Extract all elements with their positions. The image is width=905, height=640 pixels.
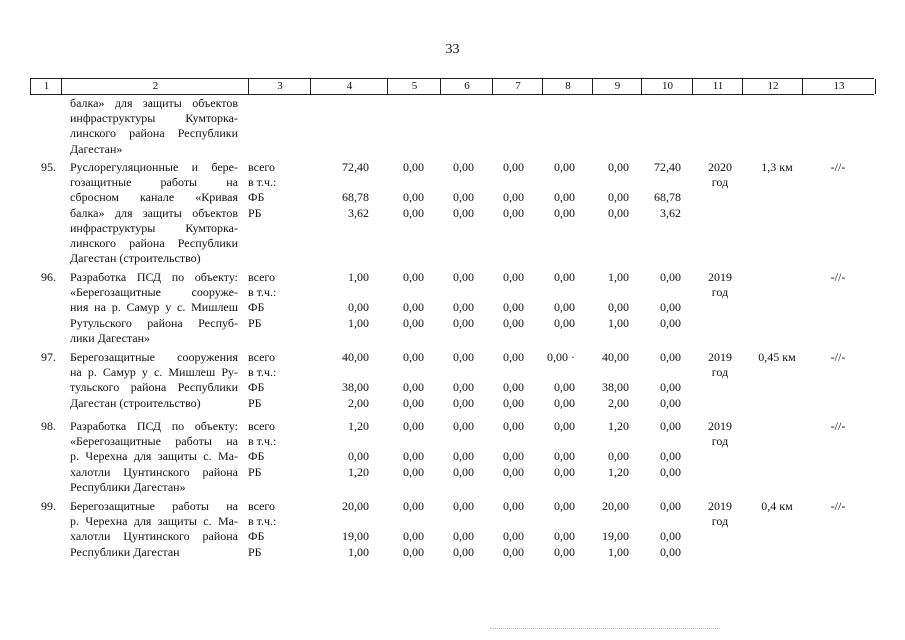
value-cell: 1,00 [348,270,369,284]
value-cell: 0,00 [503,350,524,364]
funding-source: всего [248,270,276,284]
value-cell: 20,00 [342,499,369,513]
value-cell: 0,00 [453,300,474,315]
header-col-6: 6 [440,79,493,94]
year-cell: 2020 [708,160,732,174]
funding-source: ФБ [248,300,265,315]
value-cell: 0,00 [554,300,575,315]
funding-source: всего [248,350,276,364]
value-cell: 0,00 [554,529,575,544]
note-cell: -//- [830,270,846,284]
value-cell: 0,00 [554,395,575,410]
description-line: халотли Цунтинского района [70,529,238,544]
year-cell: год [711,175,729,190]
description-line: «Берегозащитные работы на [70,434,238,449]
funding-source: всего [248,499,276,513]
value-cell: 0,00 [403,350,424,364]
note-cell: -//- [830,499,846,513]
value-cell: 0,00 [554,419,575,433]
value-cell: 0,00 [453,270,474,284]
value-cell: 0,00 [660,315,681,330]
funding-source: РБ [248,464,262,479]
value-cell: 0,00 [403,419,424,433]
value-cell: 20,00 [602,499,629,513]
value-cell: 2,00 [608,395,629,410]
value-cell: 0,00 [453,350,474,364]
description-line: лики Дагестан» [70,330,151,345]
description-line: Дагестан» [70,141,123,156]
funding-source: ФБ [248,380,265,395]
value-cell: 0,00 [403,499,424,513]
row-number: 95. [41,160,56,174]
value-cell: 0,00 [453,449,474,464]
row-description [70,499,238,560]
description-line: Рутульского района Респуб- [70,315,238,330]
description-line: инфраструктуры Кумторка- [70,220,238,235]
funding-source: РБ [248,395,262,410]
value-cell: 0,00 [403,544,424,559]
value-cell: 0,00 [453,419,474,433]
funding-source: РБ [248,315,262,330]
value-cell: 0,00 [403,395,424,410]
value-cell: 0,00 [403,205,424,220]
value-cell: 0,00 [554,464,575,479]
header-col-1: 1 [30,79,62,94]
value-cell: 1,20 [608,419,629,433]
header-col-12: 12 [742,79,803,94]
description-line: на р. Самур у с. Мишлеш Ру- [70,365,238,380]
value-cell: 0,00 [554,270,575,284]
funding-source: ФБ [248,529,265,544]
value-cell: 0,00 [554,190,575,205]
value-cell: 0,00 [453,160,474,174]
value-cell: 0,00 [554,449,575,464]
funding-source: в т.ч.: [248,175,277,190]
value-cell: 0,00 [554,499,575,513]
value-cell: 0,00 [503,315,524,330]
value-cell: 1,00 [608,544,629,559]
funding-source: в т.ч.: [248,285,277,300]
description-line: инфраструктуры Кумторка- [70,111,238,126]
row-description [70,160,238,266]
value-cell: 0,00 [453,544,474,559]
value-cell: 68,78 [654,190,681,205]
description-line: Республики Дагестан» [70,479,186,494]
value-cell: 0,00 [453,205,474,220]
value-cell: 72,40 [654,160,681,174]
scan-artifact [490,628,720,631]
row-number: 97. [41,350,56,364]
value-cell: 0,00 [403,190,424,205]
description-line: балка» для защиты объектов [70,96,238,110]
value-cell: 0,00 [660,300,681,315]
value-cell: 0,00 [503,160,524,174]
value-cell: 0,00 [554,380,575,395]
description-line: сбросном канале «Кривая [70,190,238,205]
value-cell: 0,00 [660,449,681,464]
value-cell: 0,00 [660,464,681,479]
value-cell: 0,00 [453,529,474,544]
value-cell: 0,00 [554,205,575,220]
value-cell: 40,00 [602,350,629,364]
value-cell: 0,00 [503,395,524,410]
value-cell: 0,00 [403,160,424,174]
value-cell: 0,00 [503,205,524,220]
length-cell: 0,4 км [761,499,793,513]
header-col-5: 5 [387,79,441,94]
value-cell: 0,00 · [547,350,575,364]
note-cell: -//- [830,160,846,174]
funding-source: в т.ч.: [248,434,277,449]
header-col-10: 10 [641,79,693,94]
length-cell: 1,3 км [761,160,793,174]
header-col-2: 2 [61,79,249,94]
value-cell: 0,00 [503,449,524,464]
description-line: Берегозащитные работы на [70,499,238,513]
description-line: халотли Цунтинского района [70,464,238,479]
description-line: Разработка ПСД по объекту: [70,270,238,284]
page-number: 33 [445,42,460,57]
funding-source: в т.ч.: [248,514,277,529]
header-col-9: 9 [592,79,642,94]
header-col-3: 3 [248,79,311,94]
value-cell: 1,00 [608,315,629,330]
table-header [30,78,874,95]
funding-source: всего [248,160,276,174]
value-cell: 0,00 [660,419,681,433]
value-cell: 0,00 [403,464,424,479]
value-cell: 0,00 [403,449,424,464]
funding-source: РБ [248,544,262,559]
description-line: Республики Дагестан [70,544,180,559]
value-cell: 0,00 [660,499,681,513]
value-cell: 19,00 [342,529,369,544]
value-cell: 68,78 [342,190,369,205]
header-col-8: 8 [542,79,593,94]
year-cell: год [711,514,729,529]
value-cell: 0,00 [403,315,424,330]
value-cell: 0,00 [403,529,424,544]
header-col-7: 7 [492,79,543,94]
description-line: тульского района Республики [70,380,238,395]
value-cell: 0,00 [554,160,575,174]
description-line: ния на р. Самур у с. Мишлеш [70,300,238,315]
value-cell: 0,00 [660,395,681,410]
header-col-11: 11 [692,79,743,94]
value-cell: 0,00 [403,380,424,395]
value-cell: 0,00 [503,300,524,315]
value-cell: 19,00 [602,529,629,544]
value-cell: 0,00 [503,464,524,479]
row-description [70,350,238,411]
description-line: балка» для защиты объектов [70,205,238,220]
value-cell: 0,00 [503,529,524,544]
description-line: Дагестан (строительство) [70,395,201,410]
header-col-4: 4 [310,79,388,94]
value-cell: 38,00 [342,380,369,395]
value-cell: 0,00 [453,190,474,205]
year-cell: 2019 [708,499,732,513]
description-line: р. Черехна для защиты с. Ма- [70,449,238,464]
value-cell: 0,00 [503,499,524,513]
header-col-13: 13 [802,79,876,94]
row-number: 96. [41,270,56,284]
value-cell: 0,00 [608,205,629,220]
description-line: гозащитные работы на [70,175,238,190]
year-cell: год [711,434,729,449]
description-line: р. Черехна для защиты с. Ма- [70,514,238,529]
year-cell: 2019 [708,270,732,284]
value-cell: 72,40 [342,160,369,174]
row-description [70,419,238,495]
funding-source: ФБ [248,449,265,464]
row-description [70,270,238,346]
value-cell: 0,00 [608,300,629,315]
value-cell: 0,00 [608,449,629,464]
value-cell: 0,00 [453,395,474,410]
value-cell: 1,20 [348,419,369,433]
value-cell: 0,00 [403,270,424,284]
value-cell: 0,00 [503,419,524,433]
year-cell: 2019 [708,350,732,364]
value-cell: 0,00 [453,499,474,513]
year-cell: год [711,365,729,380]
value-cell: 3,62 [348,205,369,220]
value-cell: 0,00 [554,544,575,559]
note-cell: -//- [830,419,846,433]
value-cell: 0,00 [503,544,524,559]
funding-source: в т.ч.: [248,365,277,380]
value-cell: 0,00 [554,315,575,330]
value-cell: 0,00 [503,380,524,395]
value-cell: 0,00 [453,315,474,330]
value-cell: 40,00 [342,350,369,364]
row-description [70,96,238,157]
funding-source: ФБ [248,190,265,205]
value-cell: 0,00 [453,380,474,395]
value-cell: 0,00 [453,464,474,479]
value-cell: 1,00 [608,270,629,284]
row-number: 98. [41,419,56,433]
row-number: 99. [41,499,56,513]
value-cell: 0,00 [608,190,629,205]
funding-source: РБ [248,205,262,220]
value-cell: 0,00 [660,380,681,395]
value-cell: 0,00 [660,270,681,284]
description-line: линского района Республики [70,235,238,250]
funding-source: всего [248,419,276,433]
value-cell: 38,00 [602,380,629,395]
description-line: Руслорегуляционные и бере- [70,160,238,174]
year-cell: год [711,285,729,300]
value-cell: 0,00 [503,190,524,205]
description-line: линского района Республики [70,126,238,141]
value-cell: 3,62 [660,205,681,220]
value-cell: 0,00 [348,449,369,464]
description-line: «Берегозащитные сооруже- [70,285,238,300]
value-cell: 1,20 [608,464,629,479]
value-cell: 0,00 [660,544,681,559]
description-line: Разработка ПСД по объекту: [70,419,238,433]
length-cell: 0,45 км [758,350,796,364]
value-cell: 1,20 [348,464,369,479]
value-cell: 2,00 [348,395,369,410]
value-cell: 0,00 [403,300,424,315]
value-cell: 0,00 [503,270,524,284]
description-line: Дагестан (строительство) [70,251,201,266]
value-cell: 1,00 [348,315,369,330]
note-cell: -//- [830,350,846,364]
value-cell: 0,00 [608,160,629,174]
value-cell: 0,00 [660,350,681,364]
value-cell: 0,00 [660,529,681,544]
value-cell: 1,00 [348,544,369,559]
description-line: Берегозащитные сооружения [70,350,238,364]
year-cell: 2019 [708,419,732,433]
value-cell: 0,00 [348,300,369,315]
